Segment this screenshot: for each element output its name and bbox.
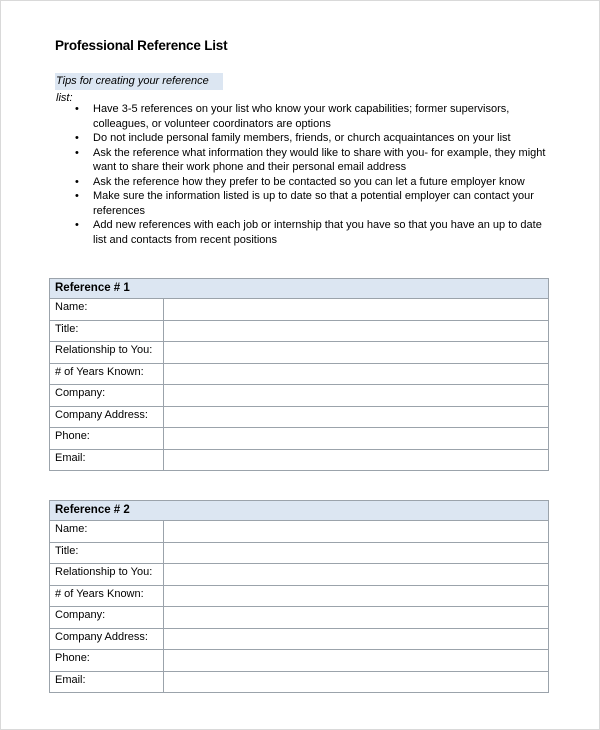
table-row <box>50 542 549 564</box>
reference-heading: Reference # 2 <box>50 501 549 521</box>
field-label: Company: <box>50 385 164 407</box>
table-row <box>50 564 549 586</box>
list-item <box>55 189 550 218</box>
field-label: # of Years Known: <box>50 363 164 385</box>
reference-2-table <box>49 500 549 693</box>
list-item <box>55 146 550 175</box>
field-label: Relationship to You: <box>50 342 164 364</box>
email-field[interactable] <box>164 449 549 471</box>
reference-1-table <box>49 278 549 471</box>
company-address-field[interactable] <box>164 406 549 428</box>
field-label: Email: <box>50 449 164 471</box>
table-row <box>50 521 549 543</box>
tip-text: Have 3-5 references on your list who know your work capabilities; former supervisors, colleagues, or volunteer coordinators are options <box>93 103 510 130</box>
list-item <box>55 102 550 131</box>
company-field[interactable] <box>164 607 549 629</box>
table-row <box>50 650 549 672</box>
table-row <box>50 607 549 629</box>
bullet-icon: • <box>75 190 79 202</box>
phone-field[interactable] <box>164 650 549 672</box>
table-row <box>50 320 549 342</box>
field-label: Title: <box>50 320 164 342</box>
bullet-icon: • <box>75 103 79 115</box>
field-label: Company: <box>50 607 164 629</box>
tip-text: Ask the reference how they prefer to be contacted so you can let a future employer know <box>93 175 525 188</box>
relationship-field[interactable] <box>164 564 549 586</box>
tip-text: Do not include personal family members, friends, or church acquaintances on your list <box>93 132 511 144</box>
table-row <box>50 363 549 385</box>
table-row <box>50 671 549 693</box>
table-row <box>50 628 549 650</box>
name-field[interactable] <box>164 299 549 321</box>
table-row <box>50 385 549 407</box>
years-known-field[interactable] <box>164 585 549 607</box>
table-row <box>50 449 549 471</box>
tip-text: Ask the reference what information they would like to share with you- for example, they might want to share their work phone and their personal email address <box>93 146 546 173</box>
bullet-icon: • <box>75 146 79 159</box>
field-label: Email: <box>50 671 164 693</box>
company-address-field[interactable] <box>164 628 549 650</box>
field-label: # of Years Known: <box>50 585 164 607</box>
email-field[interactable] <box>164 671 549 693</box>
title-field[interactable] <box>164 542 549 564</box>
list-item <box>55 131 550 146</box>
bullet-icon: • <box>75 219 79 231</box>
field-label: Name: <box>50 299 164 321</box>
tip-text: Make sure the information listed is up to date so that a potential employer can contact your references <box>93 190 534 217</box>
field-label: Relationship to You: <box>50 564 164 586</box>
years-known-field[interactable] <box>164 363 549 385</box>
tips-list <box>55 102 550 247</box>
bullet-icon: • <box>75 175 79 188</box>
title-field[interactable] <box>164 320 549 342</box>
list-item <box>55 218 550 247</box>
reference-heading: Reference # 1 <box>50 279 549 299</box>
list-item <box>55 175 550 190</box>
field-label: Company Address: <box>50 628 164 650</box>
company-field[interactable] <box>164 385 549 407</box>
table-row <box>50 428 549 450</box>
table-row <box>50 406 549 428</box>
bullet-icon: • <box>75 132 79 144</box>
field-label: Phone: <box>50 650 164 672</box>
tips-heading: Tips for creating your reference list: <box>55 73 223 90</box>
field-label: Company Address: <box>50 406 164 428</box>
page-title: Professional Reference List <box>55 38 228 53</box>
field-label: Name: <box>50 521 164 543</box>
table-row <box>50 585 549 607</box>
relationship-field[interactable] <box>164 342 549 364</box>
tip-text: Add new references with each job or internship that you have so that you have an up to date list and contacts from recent positions <box>93 219 542 246</box>
field-label: Title: <box>50 542 164 564</box>
field-label: Phone: <box>50 428 164 450</box>
phone-field[interactable] <box>164 428 549 450</box>
table-row <box>50 342 549 364</box>
table-row <box>50 299 549 321</box>
name-field[interactable] <box>164 521 549 543</box>
